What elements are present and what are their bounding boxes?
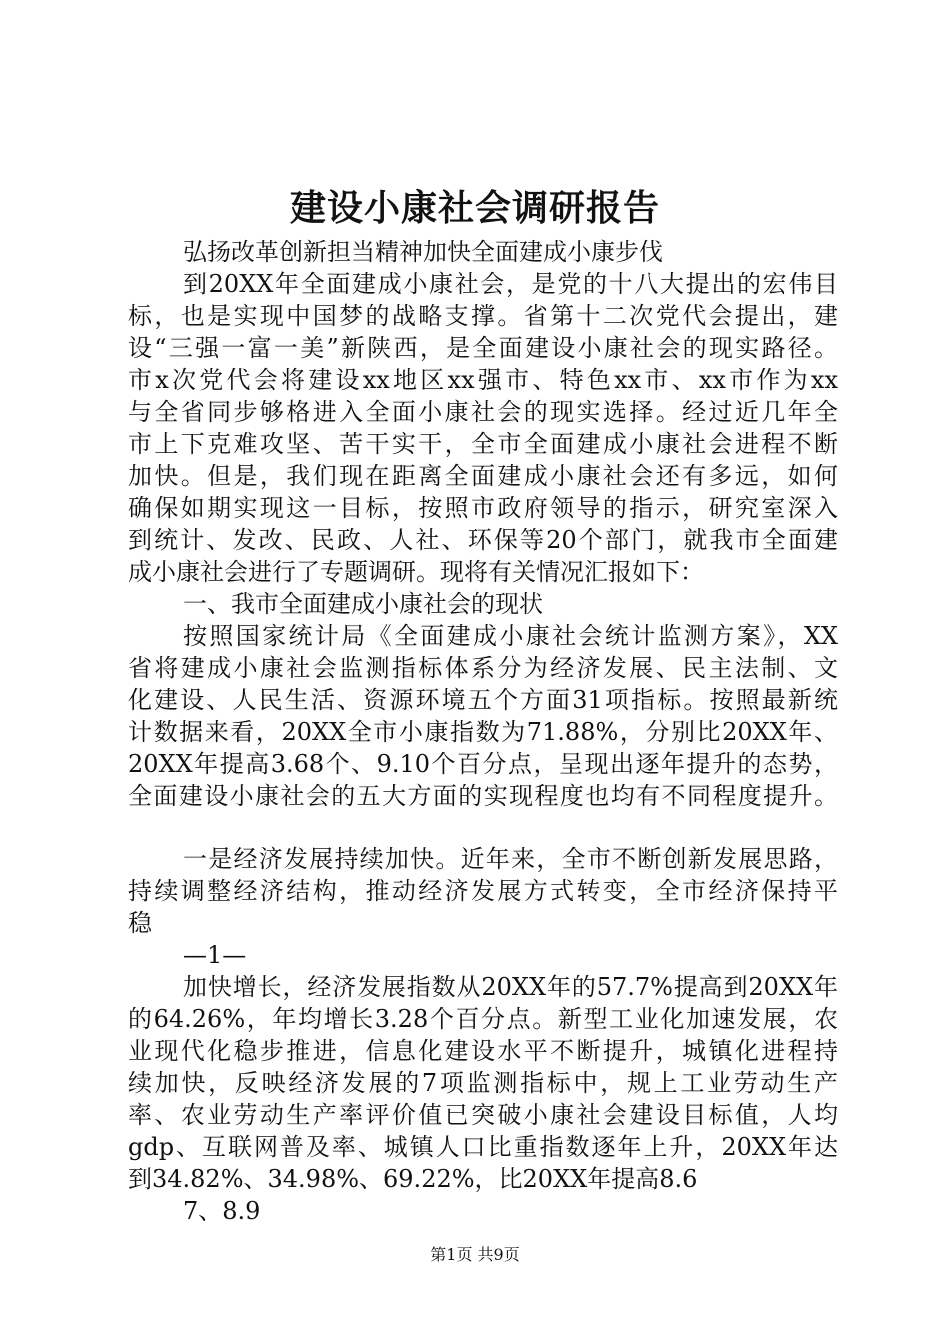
paragraph-line: 加快。但是，我们现在距离全面建成小康社会还有多远，如何	[128, 462, 838, 490]
paragraph-line: 20XX年提高3.68个、9.10个百分点，呈现出逐年提升的态势，	[128, 750, 838, 778]
paragraph-line: 稳	[128, 909, 152, 937]
paragraph-line: 标，也是实现中国梦的战略支撑。省第十二次党代会提出，建	[128, 302, 838, 330]
inline-page-number: —1—	[183, 941, 247, 969]
paragraph-line: 到34.82%、34.98%、69.22%，比20XX年提高8.6	[128, 1165, 698, 1193]
document-title: 建设小康社会调研报告	[289, 187, 660, 229]
paragraph-line: 加快增长，经济发展指数从20XX年的57.7%提高到20XX年	[183, 973, 838, 1001]
paragraph-line: 确保如期实现这一目标，按照市政府领导的指示，研究室深入	[128, 494, 838, 522]
paragraph-line: 设“三强一富一美”新陕西，是全面建设小康社会的现实路径。	[128, 334, 838, 362]
paragraph-line: 业现代化稳步推进，信息化建设水平不断提升，城镇化进程持	[128, 1037, 838, 1065]
paragraph-line: 市上下克难攻坚、苦干实干，全市全面建成小康社会进程不断	[128, 430, 838, 458]
paragraph-line: 到统计、发改、民政、人社、环保等20个部门，就我市全面建	[128, 526, 838, 554]
paragraph-line: 计数据来看，20XX全市小康指数为71.88%，分别比20XX年、	[128, 718, 838, 746]
paragraph-line: 的64.26%，年均增长3.28个百分点。新型工业化加速发展，农	[128, 1005, 838, 1033]
subtitle-line: 弘扬改革创新担当精神加快全面建成小康步伐	[183, 238, 663, 266]
paragraph-line: 市x次党代会将建设xx地区xx强市、特色xx市、xx市作为xx	[128, 366, 838, 394]
paragraph-line: 续加快，反映经济发展的7项监测指标中，规上工业劳动生产	[128, 1069, 838, 1097]
paragraph-line: 一是经济发展持续加快。近年来，全市不断创新发展思路，	[183, 845, 838, 873]
paragraph-line: 化建设、人民生活、资源环境五个方面31项指标。按照最新统	[128, 686, 838, 714]
paragraph-line: gdp、互联网普及率、城镇人口比重指数逐年上升，20XX年达	[128, 1133, 838, 1161]
paragraph-line: 到20XX年全面建成小康社会，是党的十八大提出的宏伟目	[183, 270, 838, 298]
paragraph-line: 与全省同步够格进入全面小康社会的现实选择。经过近几年全	[128, 398, 838, 426]
paragraph-line: 率、农业劳动生产率评价值已突破小康社会建设目标值，人均	[128, 1101, 838, 1129]
page-footer: 第1页 共9页	[430, 1245, 520, 1264]
paragraph-line: 7、8.9	[183, 1197, 261, 1225]
paragraph-line: 按照国家统计局《全面建成小康社会统计监测方案》，XX	[183, 622, 838, 650]
paragraph-line: 省将建成小康社会监测指标体系分为经济发展、民主法制、文	[128, 654, 838, 682]
section-heading: 一、我市全面建成小康社会的现状	[183, 590, 543, 618]
paragraph-line: 全面建设小康社会的五大方面的实现程度也均有不同程度提升。	[128, 782, 838, 810]
paragraph-line: 成小康社会进行了专题调研。现将有关情况汇报如下：	[128, 558, 704, 586]
paragraph-line: 持续调整经济结构，推动经济发展方式转变，全市经济保持平	[128, 877, 838, 905]
